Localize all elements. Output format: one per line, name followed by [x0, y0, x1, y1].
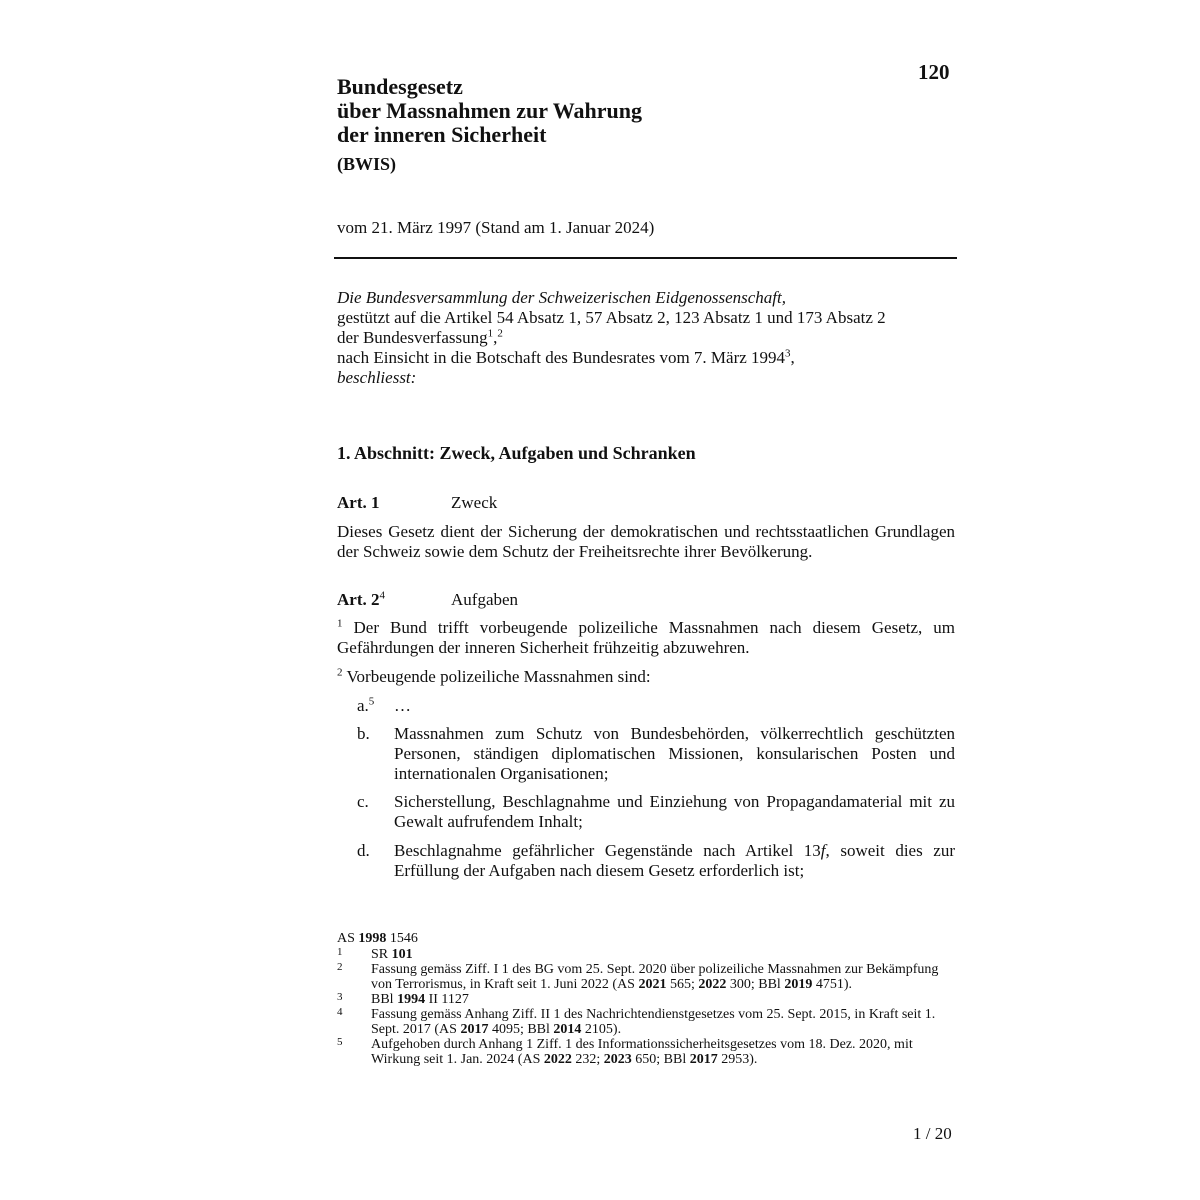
footnote-text-run: 1994 [397, 992, 426, 1007]
footnote-text-run: 650; BBl [631, 1052, 690, 1067]
footnote-ref-4[interactable]: 4 [379, 589, 385, 602]
footnote [337, 962, 947, 992]
footnote-text-run: 300; BBl [726, 977, 785, 992]
article-number-text: Art. 2 [337, 590, 380, 609]
footnote-number: 4 [337, 1006, 343, 1018]
legal-basis-line-1: gestützt auf die Artikel 54 Absatz 1, 57 Absatz 2, 123 Absatz 1 und 173 Absatz 2 [337, 308, 886, 327]
footnote-text-run: 2017 [689, 1052, 718, 1067]
message-end: , [790, 348, 795, 367]
message-line [337, 348, 957, 368]
as-year: 1998 [358, 931, 387, 946]
header-rule [334, 257, 957, 259]
section-title: 1. Abschnitt: Zweck, Aufgaben und Schranken [337, 443, 696, 463]
title-line: der inneren Sicherheit [337, 122, 547, 147]
paragraph-text: Vorbeugende polizeiliche Massnahmen sind: [346, 667, 651, 686]
footnote-ref-3[interactable]: 3 [785, 347, 791, 360]
paragraph-text: Der Bund trifft vorbeugende polizeiliche Massnahmen nach diesem Gesetz, um Gefährdungen der inneren Sicherheit frühzeitig abzuwehren. [337, 618, 955, 657]
footnote-text-run: 2014 [553, 1022, 582, 1037]
article-number: Art. 1 [337, 493, 380, 512]
footnote-text-run: 2017 [460, 1022, 489, 1037]
footnote [337, 992, 947, 1007]
sr-number: 120 [918, 60, 950, 84]
list-item-text: Sicherstellung, Beschlagnahme und Einziehung von Propagandamaterial mit zu Gewalt aufrufendem Inhalt; [394, 792, 955, 831]
footnote-text-run: Fassung gemäss Ziff. I 1 des BG vom 25. Sept. 2020 über polizeiliche Massnahmen zur Bekämpfung von Terrorismus, in Kraft seit 1. Juni 2022 (AS [371, 962, 939, 992]
as-page: 1546 [386, 931, 418, 946]
list-item-label: d. [357, 841, 370, 860]
footnote-number: 1 [337, 946, 343, 958]
article-2-heading [337, 590, 518, 610]
list-text-part: Beschlagnahme gefährlicher Gegenstände nach Artikel 13 [394, 841, 821, 860]
footnote-text-run: 565; [666, 977, 699, 992]
article-2-paragraph-1 [337, 618, 955, 658]
footnote-text-run: 232; [571, 1052, 604, 1067]
article-heading: Zweck [451, 493, 498, 512]
footnote-text-run: Fassung gemäss Anhang Ziff. II 1 des Nachrichtendienstgesetzes vom 25. Sept. 2015, in Kraft seit 1. Sept. 2017 (AS [371, 1007, 936, 1037]
footnote-text-run: 2953). [717, 1052, 758, 1067]
law-abbreviation: (BWIS) [337, 154, 397, 174]
enacting-body: Die Bundesversammlung der Schweizerischen Eidgenossenschaft, [337, 288, 786, 307]
title-line: über Massnahmen zur Wahrung [337, 98, 643, 123]
footnote-text-run: 101 [391, 947, 413, 962]
as-prefix: AS [337, 931, 359, 946]
list-item-text: … [394, 696, 411, 715]
date-line: vom 21. März 1997 (Stand am 1. Januar 2024) [337, 218, 655, 237]
footnote-text-run: 2021 [638, 977, 667, 992]
footnote-text-run: 2023 [603, 1052, 632, 1067]
footnote-number: 2 [337, 961, 343, 973]
list-item-label [357, 696, 393, 716]
list-item-text [394, 841, 955, 881]
resolves: beschliesst: [337, 368, 417, 387]
footnote-text-run: 4095; BBl [488, 1022, 554, 1037]
list-text-part: , soweit dies zur Erfüllung der Aufgaben nach diesem Gesetz erforderlich ist; [394, 841, 955, 880]
footnote-separator: , [493, 328, 498, 347]
list-text-italic: f [820, 841, 826, 860]
article-1-text: Dieses Gesetz dient der Sicherung der demokratischen und rechtsstaatlichen Grundlagen der Schweiz sowie dem Schutz der Freiheitsrechte ihrer Bevölkerung. [337, 522, 955, 561]
footnote-text-run: 2022 [698, 977, 727, 992]
footnote-number: 3 [337, 991, 343, 1003]
footnote-text-run: II 1127 [425, 992, 469, 1007]
article-1-heading [337, 493, 497, 513]
footnote-text-run: Aufgehoben durch Anhang 1 Ziff. 1 des Informationssicherheitsgesetzes vom 18. Dez. 2020, mit Wirkung seit 1. Jan. 2024 (AS [371, 1037, 913, 1067]
footnote-text-run: 4751). [812, 977, 852, 992]
footnote [337, 947, 947, 962]
footnote-ref-5[interactable]: 5 [368, 695, 375, 708]
footnote-text-run: 2019 [784, 977, 813, 992]
footnote-text-run: 2022 [543, 1052, 572, 1067]
footnote-text-run: SR [371, 947, 392, 962]
list-item-label: b. [357, 724, 370, 743]
footnote [337, 1007, 947, 1037]
legal-basis-line-2 [337, 328, 957, 348]
message-text: nach Einsicht in die Botschaft des Bundesrates vom 7. März 1994 [337, 348, 786, 367]
list-item-text: Massnahmen zum Schutz von Bundesbehörden, völkerrechtlich geschützten Personen, ständigen diplomatischen Missionen, konsularischen Posten und internationalen Organisationen; [394, 724, 955, 783]
paragraph-number: 1 [337, 617, 343, 630]
legal-basis-text: der Bundesverfassung [337, 328, 488, 347]
article-heading: Aufgaben [451, 590, 519, 609]
list-label-text: a. [357, 696, 369, 715]
official-collection-ref [337, 931, 947, 946]
preamble [337, 288, 957, 388]
list-item-label: c. [357, 792, 369, 811]
article-2-paragraph-2 [337, 667, 955, 687]
law-title [337, 75, 642, 147]
footnote-text-run: BBl [371, 992, 398, 1007]
paragraph-number: 2 [337, 666, 343, 679]
footnote-ref-2[interactable]: 2 [497, 327, 503, 340]
footnotes [337, 931, 947, 1067]
footnote-number: 5 [337, 1036, 343, 1048]
title-line: Bundesgesetz [337, 74, 463, 99]
footnote-text-run: 2105). [581, 1022, 622, 1037]
article-number [337, 590, 451, 610]
footnote-list [337, 947, 947, 1067]
footnote-ref-1[interactable]: 1 [487, 327, 494, 340]
page-number: 1 / 20 [913, 1124, 952, 1143]
footnote [337, 1037, 947, 1067]
